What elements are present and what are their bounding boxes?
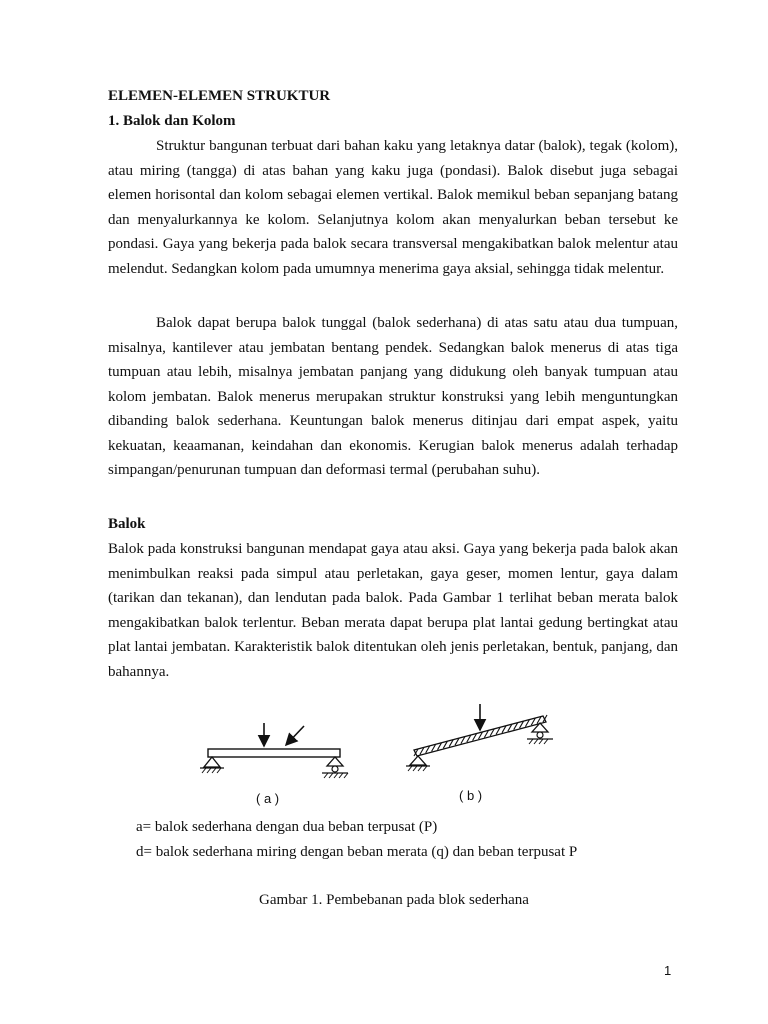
section-heading-balok: Balok	[108, 516, 146, 532]
figure-legend-a: a= balok sederhana dengan dua beban terpusat (P)	[136, 819, 438, 835]
pin-support-b-icon	[406, 756, 430, 771]
beam-a	[208, 749, 340, 757]
document-title: ELEMEN-ELEMEN STRUKTUR	[108, 88, 331, 104]
figure-label-b: ( b )	[459, 788, 483, 803]
point-load-inclined-arrow-icon	[286, 726, 304, 745]
diagram-a-simple-beam	[200, 723, 348, 778]
figure-label-a: ( a )	[256, 791, 280, 806]
page-number: 1	[664, 963, 672, 978]
beam-diagram	[190, 700, 570, 820]
figure-caption: Gambar 1. Pembebanan pada blok sederhana	[259, 892, 529, 908]
roller-support-icon	[322, 757, 348, 778]
diagram-b-inclined-beam	[406, 704, 553, 771]
pin-support-icon	[200, 757, 224, 773]
section-heading-balok-dan-kolom: 1. Balok dan Kolom	[108, 113, 236, 129]
figure-legend-d: d= balok sederhana miring dengan beban merata (q) dan beban terpusat P	[136, 844, 578, 860]
paragraph-struktur-bangunan: Struktur bangunan terbuat dari bahan kaku yang letaknya datar (balok), tegak (kolom), atau miring (tangga) di atas bahan yang kaku juga (pondasi). Balok disebut juga sebagai elemen horisontal dan kolom sebagai elemen vertikal. Balok memikul beban sepanjang batang dan menyalurkannya ke kolom. Selanjutnya kolom akan menyalurkan beban tersebut ke pondasi. Gaya yang bekerja pada balok secara transversal mengakibatkan balok melentur atau melendut. Sedangkan kolom pada umumnya menerima gaya aksial, sehingga tidak melentur.	[108, 138, 678, 277]
paragraph-balok-konstruksi: Balok pada konstruksi bangunan mendapat gaya atau aksi. Gaya yang bekerja pada balok akan menimbulkan reaksi pada simpul atau perletakan, gaya geser, momen lentur, gaya dalam (tarikan dan tekanan), dan lendutan pada balok. Pada Gambar 1 terlihat beban merata balok mengakibatkan balok terlentur. Beban merata dapat berupa plat lantai gedung bertingkat atau plat lantai jembatan. Karakteristik balok ditentukan oleh jenis perletakan, bentuk, panjang, dan bahannya.	[108, 541, 678, 680]
paragraph-balok-tunggal: Balok dapat berupa balok tunggal (balok sederhana) di atas satu atau dua tumpuan, misalnya, kantilever atau jembatan bentang pendek. Sedangkan balok menerus di atas tiga tumpuan atau lebih, misalnya jembatan panjang yang didukung oleh banyak tumpuan atau kolom jembatan. Balok menerus merupakan struktur konstruksi yang lebih menguntungkan dibanding balok sederhana. Keuntungan balok menerus ditinjau dari empat aspek, yaitu kekuatan, keaamanan, keindahan dan ekonomis. Kerugian balok menerus adalah terhadap simpangan/penurunan tumpuan dan deformasi termal (perubahan suhu).	[108, 315, 678, 478]
